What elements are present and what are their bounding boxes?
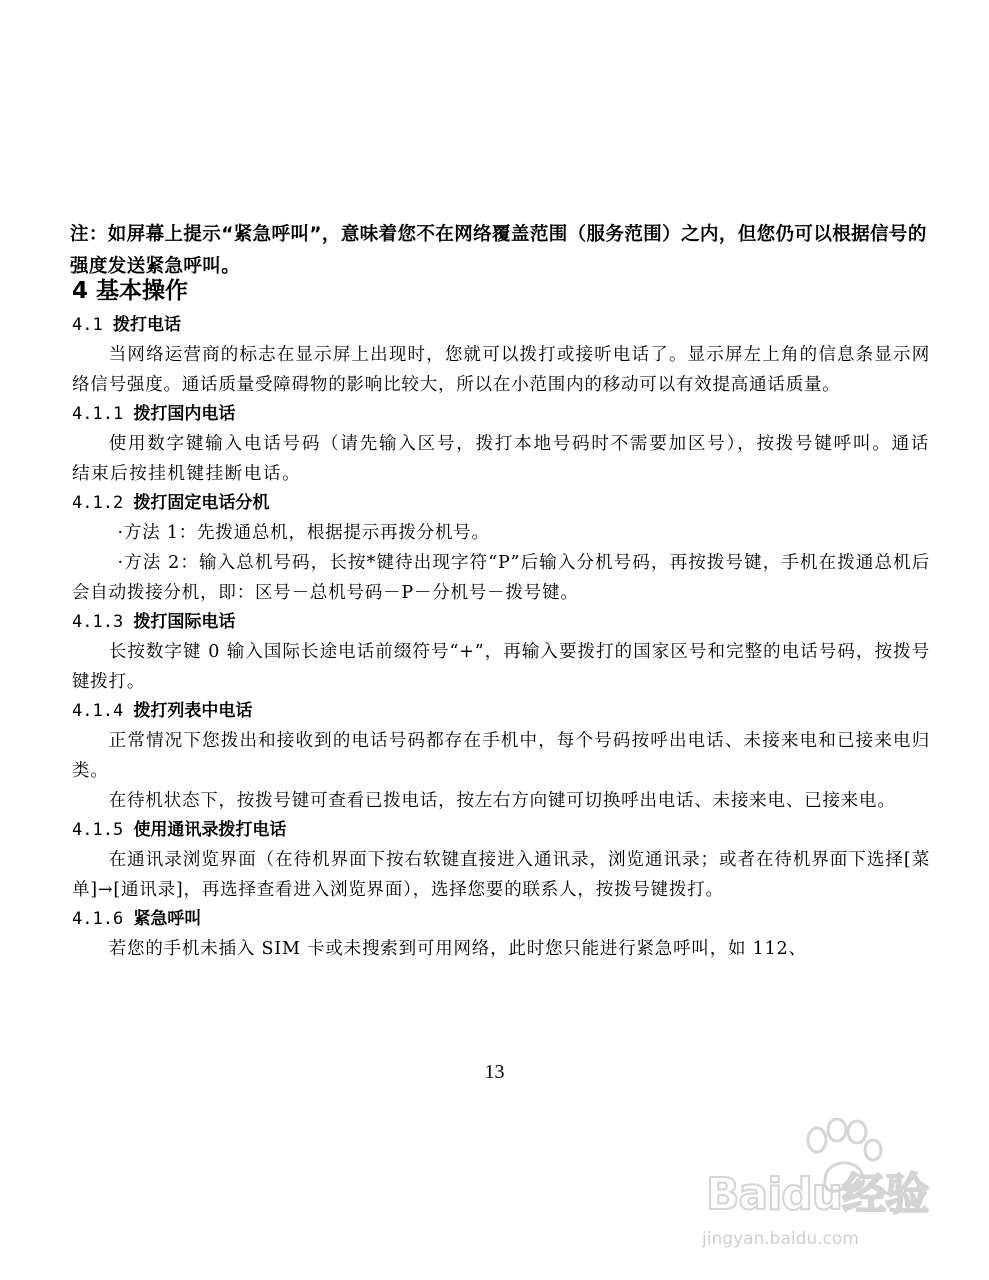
section-number: 4.1.5 <box>72 820 124 840</box>
section-heading-4-1-6 <box>72 905 930 934</box>
section-paragraph: 使用数字键输入电话号码（请先输入区号，拨打本地号码时不需要加区号），按拨号键呼叫。通话结束后按挂机键挂断电话。 <box>72 434 930 484</box>
section-number: 4.1.6 <box>72 909 124 929</box>
section-title: 紧急呼叫 <box>133 909 202 929</box>
section-title: 拨打国内电话 <box>133 404 236 424</box>
section-heading-4-1 <box>72 311 930 340</box>
page-number: 13 <box>484 1061 505 1083</box>
section-heading-4-1-5 <box>72 816 930 845</box>
section-paragraph: 正常情况下您拨出和接收到的电话号码都存在手机中，每个号码按呼出电话、未接来电和已接来电归类。 <box>72 731 930 781</box>
chapter-content <box>72 311 930 964</box>
section-paragraph: 当网络运营商的标志在显示屏上出现时，您就可以拨打或接听电话了。显示屏左上角的信息条显示网络信号强度。通话质量受障碍物的影响比较大，所以在小范围内的移动可以有效提高通话质量。 <box>72 345 930 395</box>
section-number: 4.1.2 <box>72 493 124 513</box>
section-paragraph: 长按数字键 0 输入国际长途电话前缀符号“+”，再输入要拨打的国家区号和完整的电话号码，按拨号键拨打。 <box>72 642 930 692</box>
section-title: 使用通讯录拨打电话 <box>133 820 287 840</box>
section-heading-4-1-2 <box>72 489 930 518</box>
section-title: 拨打国际电话 <box>133 612 236 632</box>
watermark-url: jingyan.baidu.com <box>702 1229 859 1249</box>
section-paragraph: 若您的手机未插入 SIM 卡或未搜索到可用网络，此时您只能进行紧急呼叫，如 112、 <box>108 939 807 959</box>
section-number: 4.1 <box>72 315 103 335</box>
section-paragraph: 在待机状态下，按拨号键可查看已拨电话，按左右方向键可切换呼出电话、未接来电、已接来电。 <box>108 791 896 811</box>
watermark-logo-text: Baidu经验 <box>706 1169 929 1220</box>
section-title: 拨打固定电话分机 <box>133 493 270 513</box>
section-heading-4-1-4 <box>72 697 930 726</box>
section-paragraph: 在通讯录浏览界面（在待机界面下按右软键直接进入通讯录，浏览通讯录；或者在待机界面下选择[菜单]→[通讯录]，再选择查看进入浏览界面），选择您要的联系人，按拨号键拨打。 <box>72 850 930 900</box>
method-1-item: ·方法 1：先拨通总机，根据提示再拨分机号。 <box>117 523 490 543</box>
chapter-title: 4 基本操作 <box>72 278 189 304</box>
section-title: 拨打列表中电话 <box>133 701 253 721</box>
section-number: 4.1.1 <box>72 404 124 424</box>
method-2-item: ·方法 2：输入总机号码，长按*键待出现字符“P”后输入分机号码，再按拨号键，手机在拨通总机后会自动拨接分机，即：区号－总机号码－P－分机号－拨号键。 <box>72 553 930 603</box>
section-heading-4-1-1 <box>72 400 930 429</box>
section-number: 4.1.4 <box>72 701 124 721</box>
section-title: 拨打电话 <box>112 315 181 335</box>
section-heading-4-1-3 <box>72 608 930 637</box>
emergency-call-note: 注：如屏幕上提示“紧急呼叫”，意味着您不在网络覆盖范围（服务范围）之内，但您仍可以根据信号的强度发送紧急呼叫。 <box>70 224 927 277</box>
section-number: 4.1.3 <box>72 612 124 632</box>
baidu-jingyan-watermark <box>700 1118 950 1268</box>
